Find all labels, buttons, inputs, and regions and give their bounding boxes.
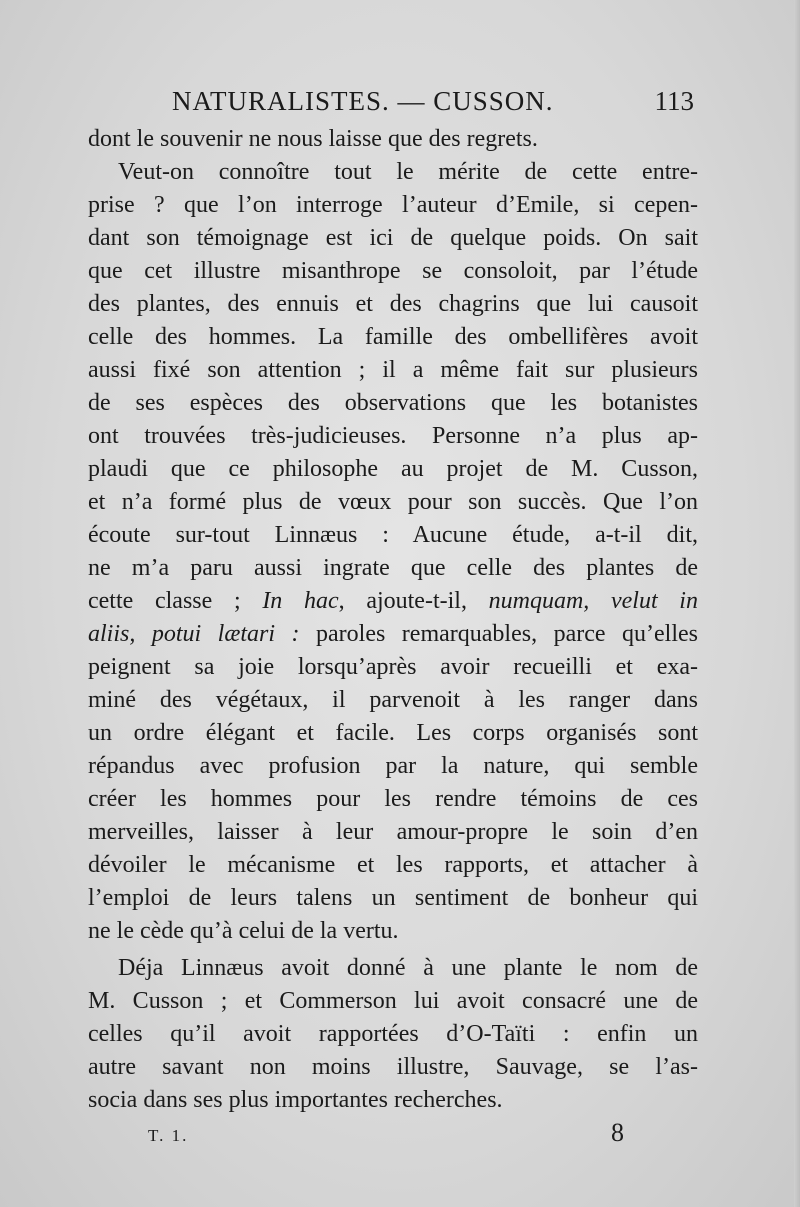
text-line: de ses espèces des observations que les botanistes [88, 390, 698, 416]
text-line: répandus avec profusion par la nature, qui semble [88, 753, 698, 779]
text-line: plaudi que ce philosophe au projet de M. Cusson, [88, 456, 698, 482]
text-line: merveilles, laisser à leur amour-propre le soin d’en [88, 819, 698, 845]
text-line: et n’a formé plus de vœux pour son succès. Que l’on [88, 489, 698, 515]
text-line: miné des végétaux, il parvenoit à les ranger dans [88, 687, 698, 713]
paragraph-start: Veut-on connoître tout le mérite de cette entre- [118, 159, 698, 185]
text-line: que cet illustre misanthrope se consoloit, par l’étude [88, 258, 698, 284]
text-line: un ordre élégant et facile. Les corps organisés sont [88, 720, 698, 746]
latin-quote: numquam, velut in [488, 588, 698, 614]
text-line: autre savant non moins illustre, Sauvage, se l’as- [88, 1054, 698, 1080]
paragraph-end: ne le cède qu’à celui de la vertu. [88, 918, 399, 944]
scan-edge [794, 0, 800, 1207]
text-line: celle des hommes. La famille des ombellifères avoit [88, 324, 698, 350]
paragraph-start: Déja Linnæus avoit donné à une plante le nom de [118, 955, 698, 981]
page-number: 113 [654, 86, 694, 116]
text-line: aussi fixé son attention ; il a même fait sur plusieurs [88, 357, 698, 383]
text-line: dont le souvenir ne nous laisse que des regrets. [88, 126, 538, 152]
text-line: peignent sa joie lorsqu’après avoir recueilli et exa- [88, 654, 698, 680]
body-text [88, 123, 698, 1117]
text-line: prise ? que l’on interroge l’auteur d’Emile, si cepen- [88, 192, 698, 218]
running-head: NATURALISTES. — CUSSON. [172, 86, 554, 116]
page-header [88, 86, 694, 126]
text-line: ne m’a paru aussi ingrate que celle des plantes de [88, 555, 698, 581]
volume-signature: T. 1. [148, 1126, 189, 1145]
text-line: celles qu’il avoit rapportées d’O-Taïti : enfin un [88, 1021, 698, 1047]
latin-quote: In hac [262, 588, 339, 614]
text-line: ont trouvées très-judicieuses. Personne n’a plus ap- [88, 423, 698, 449]
text-line: dant son témoignage est ici de quelque poids. On sait [88, 225, 698, 251]
text-line: M. Cusson ; et Commerson lui avoit consacré une de [88, 988, 698, 1014]
text-line: créer les hommes pour les rendre témoins de ces [88, 786, 698, 812]
page-footer [148, 1118, 624, 1152]
text-line: l’emploi de leurs talens un sentiment de bonheur qui [88, 885, 698, 911]
gathering-number: 8 [611, 1118, 624, 1147]
paragraph-end: socia dans ses plus importantes recherches. [88, 1087, 503, 1113]
text-line: dévoiler le mécanisme et les rapports, et attacher à [88, 852, 698, 878]
text-line-with-latin: cette classe ; In hac, ajoute-t-il, numquam, velut in [88, 588, 698, 614]
latin-quote: aliis, potui lætari : [88, 621, 300, 647]
text-line-with-latin: aliis, potui lætari : paroles remarquables, parce qu’elles [88, 621, 698, 647]
text-line: des plantes, des ennuis et des chagrins que lui causoit [88, 291, 698, 317]
text-line: écoute sur-tout Linnæus : Aucune étude, a-t-il dit, [88, 522, 698, 548]
